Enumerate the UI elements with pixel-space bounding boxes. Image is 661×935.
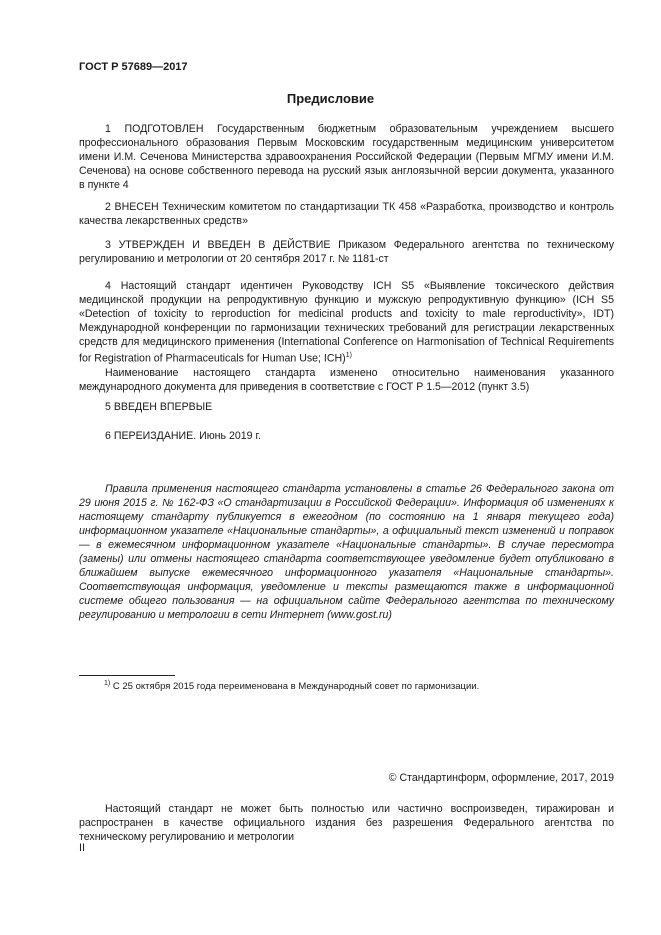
page-title: Предисловие [286, 91, 375, 106]
item-4-paragraph [79, 279, 614, 366]
footnote-mark: 1) [104, 680, 111, 687]
item-5-text: 5 ВВЕДЕН ВПЕРВЫЕ [105, 401, 213, 413]
item-3-text: 3 УТВЕРЖДЕН И ВВЕДЕН В ДЕЙСТВИЕ Приказом Федерального агентства по техническому регулированию и метрологии от 20 сентября 2017 г. № 1181-ст [79, 239, 614, 265]
item-6-text: 6 ПЕРЕИЗДАНИЕ. Июнь 2019 г. [105, 430, 262, 442]
application-rules-notice [79, 482, 614, 622]
footnote [104, 680, 479, 692]
application-rules-text: Правила применения настоящего стандарта установлены в статье 26 Федерального закона от 29 июня 2015 г. № 162-ФЗ «О стандартизации в Российской Федерации». Информация об изменениях к настоящему стандарту публикуется в ежегодном (по состоянию на 1 января текущего года) информационном указателе «Национальные стандарты», а официальный текст изменений и поправок — в ежемесячном информационном указателе «Национальные стандарты». В случае пересмотра (замены) или отмены настоящего стандарта соответствующее уведомление будет опубликовано в ближайшем выпуске ежемесячного информационного указателя «Национальные стандарты». Соответствующая информация, уведомление и тексты размещаются также в информационной системе общего пользования — на официальном сайте Федерального агентства по техническому регулированию и метрологии в сети Интернет (www.gost.ru) [79, 483, 614, 621]
footnote-text: С 25 октября 2015 года переименована в Международный совет по гармонизации. [112, 681, 480, 693]
reproduction-notice [79, 802, 614, 844]
reproduction-notice-text: Настоящий стандарт не может быть полностью или частично воспроизведен, тиражирован и распространен в качестве официального издания без разрешения Федерального агентства по техническому регулированию и метрологии [79, 803, 614, 843]
item-4-text: 4 Настоящий стандарт идентичен Руководству ICH S5 «Выявление токсического действия медицинской продукции на репродуктивную функцию и мужскую репродуктивную функцию» (ICH S5 «Detection of toxicity to reproduction for medicinal products and toxicity to male reproductivity», IDT) Международной конференции по гармонизации технических требований для регистрации лекарственных средств для медицинского применения (International Conference on Harmonisation of Technical Requirements for Registration of Pharmaceuticals for Human Use; ICH) [79, 280, 614, 365]
item-5 [79, 400, 614, 414]
item-1 [79, 122, 614, 192]
item-2-text: 2 ВНЕСЕН Техническим комитетом по стандартизации ТК 458 «Разработка, производство и контроль качества лекарственных средств» [79, 201, 614, 227]
item-3 [79, 238, 614, 266]
item-2 [79, 200, 614, 228]
footnote-reference: 1) [345, 352, 352, 359]
standard-code-header: ГОСТ Р 57689—2017 [79, 61, 188, 73]
item-4 [79, 279, 614, 394]
item-1-text: 1 ПОДГОТОВЛЕН Государственным бюджетным образовательным учреждением высшего профессионального образования Первым Московским государственным медицинским университетом имени И.М. Сеченова Министерства здравоохранения Российской Федерации (Первым МГМУ имени И.М. Сеченова) на основе собственного перевода на русский язык англоязычной версии документа, указанного в пункте 4 [79, 123, 614, 191]
item-4-note: Наименование настоящего стандарта изменено относительно наименования указанного международного документа для приведения в соответствие с ГОСТ Р 1.5—2012 (пункт 3.5) [79, 366, 614, 393]
footnote-divider [79, 675, 175, 676]
item-6 [79, 429, 614, 443]
copyright: © Стандартинформ, оформление, 2017, 2019 [388, 772, 614, 784]
page-number: II [79, 842, 85, 854]
